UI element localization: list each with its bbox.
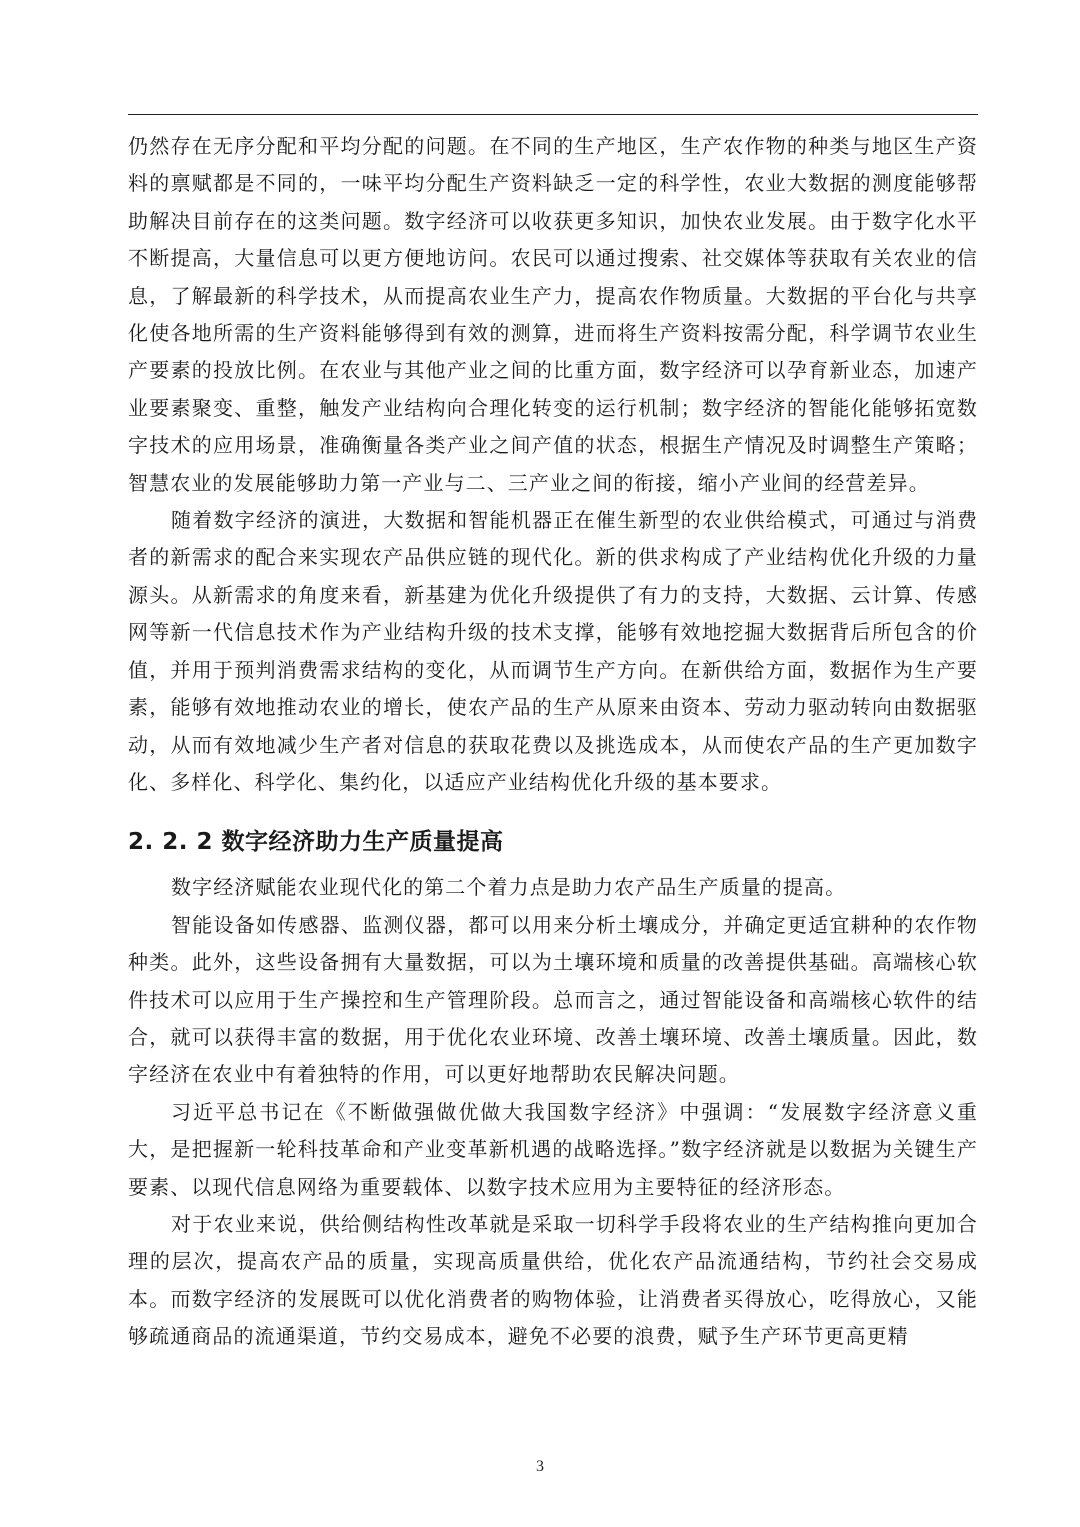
section-heading: 2. 2. 2 数字经济助力生产质量提高 — [128, 829, 504, 856]
header-rule — [128, 114, 978, 115]
body-paragraph-1: 仍然存在无序分配和平均分配的问题。在不同的生产地区，生产农作物的种类与地区生产资料的禀赋都是不同的，一味平均分配生产资料缺乏一定的科学性，农业大数据的测度能够帮助解决目前存在的这类问题。数字经济可以收获更多知识，加快农业发展。由于数字化水平不断提高，大量信息可以更方便地访问。农民可以通过搜索、社交媒体等获取有关农业的信息，了解最新的科学技术，从而提高农业生产力，提高农作物质量。大数据的平台化与共享化使各地所需的生产资料能够得到有效的测算，进而将生产资料按需分配，科学调节农业生产要素的投放比例。在农业与其他产业之间的比重方面，数字经济可以孕育新业态，加速产业要素聚变、重整，触发产业结构向合理化转变的运行机制；数字经济的智能化能够拓宽数字技术的应用场景，准确衡量各类产业之间产值的状态，根据生产情况及时调整生产策略；智慧农业的发展能够助力第一产业与二、三产业之间的衔接，缩小产业间的经营差异。 — [128, 134, 978, 495]
body-paragraph-4: 智能设备如传感器、监测仪器，都可以用来分析土壤成分，并确定更适宜耕种的农作物种类。此外，这些设备拥有大量数据，可以为土壤环境和质量的改善提供基础。高端核心软件技术可以应用于生产操控和生产管理阶段。总而言之，通过智能设备和高端核心软件的结合，就可以获得丰富的数据，用于优化农业环境、改善土壤环境、改善土壤质量。因此，数字经济在农业中有着独特的作用，可以更好地帮助农民解决问题。 — [128, 912, 978, 1087]
body-paragraph-6: 对于农业来说，供给侧结构性改革就是采取一切科学手段将农业的生产结构推向更加合理的层次，提高农产品的质量，实现高质量供给，优化农产品流通结构，节约社会交易成本。而数字经济的发展既可以优化消费者的购物体验，让消费者买得放心，吃得放心，又能够疏通商品的流通渠道，节约交易成本，避免不必要的浪费，赋予生产环节更高更精 — [128, 1211, 978, 1349]
body-paragraph-5: 习近平总书记在《不断做强做优做大我国数字经济》中强调：“发展数字经济意义重大，是把握新一轮科技革命和产业变革新机遇的战略选择。”数字经济就是以数据为关键生产要素、以现代信息网络为重要载体、以数字技术应用为主要特征的经济形态。 — [128, 1099, 978, 1199]
body-paragraph-2: 随着数字经济的演进，大数据和智能机器正在催生新型的农业供给模式，可通过与消费者的新需求的配合来实现农产品供应链的现代化。新的供求构成了产业结构优化升级的力量源头。从新需求的角度来看，新基建为优化升级提供了有力的支持，大数据、云计算、传感网等新一代信息技术作为产业结构升级的技术支撑，能够有效地挖掘大数据背后所包含的价值，并用于预判消费需求结构的变化，从而调节生产方向。在新供给方面，数据作为生产要素，能够有效地推动农业的增长，使农产品的生产从原来由资本、劳动力驱动转向由数据驱动，从而有效地减少生产者对信息的获取花费以及挑选成本，从而使农产品的生产更加数字化、多样化、科学化、集约化，以适应产业结构优化升级的基本要求。 — [128, 508, 978, 794]
page-number: 3 — [536, 1458, 544, 1475]
body-paragraph-3: 数字经济赋能农业现代化的第二个着力点是助力农产品生产质量的提高。 — [171, 875, 847, 900]
page-body — [128, 128, 978, 1356]
